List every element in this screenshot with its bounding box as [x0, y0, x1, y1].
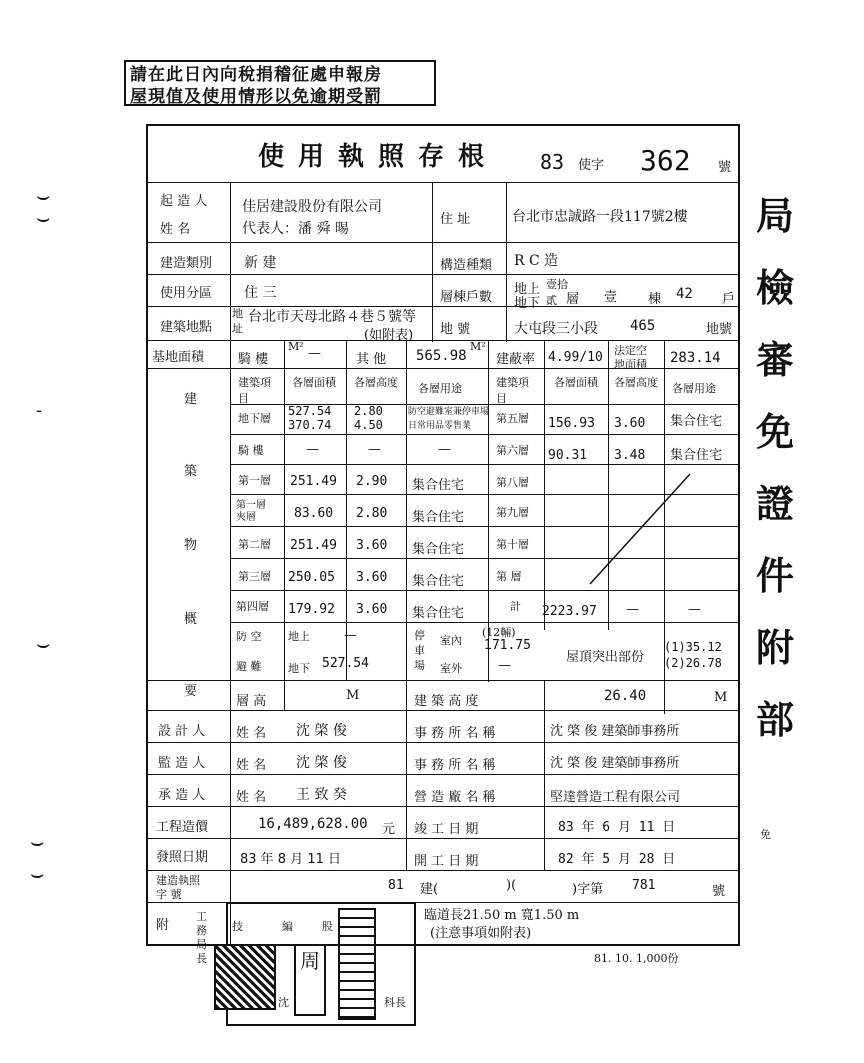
permit-hao: 號 — [718, 160, 732, 175]
left-row-4-area: 83.60 — [294, 506, 334, 521]
tax-notice-line1: 請在此日內向稅捐稽征處申報房 — [130, 65, 382, 85]
address-label: 住 址 — [440, 212, 471, 227]
left-row-1-area: 527.54 — [288, 404, 332, 418]
build-type-label: 建造類別 — [160, 256, 213, 271]
left-row-1-item: 地下層 — [238, 412, 271, 425]
header-area-left: 各層面積 — [292, 376, 336, 389]
roof-label: 屋頂突出部份 — [566, 650, 645, 665]
permit-no-mid: )( — [506, 878, 517, 893]
site-label: 建築地點 — [160, 320, 213, 335]
owner-name: 佳居建設股份有限公司 — [242, 199, 382, 215]
qita-label: 其 他 — [356, 352, 387, 367]
left-row-1-use2: 日常用品零售業 — [408, 421, 472, 431]
clerk-seal-text: 周 — [300, 949, 320, 973]
left-row-1-use: 防空避難室兼停車場 — [408, 407, 490, 417]
left-row-2-use: — — [438, 442, 451, 457]
designer-office: 沈 棨 俊 建築師事務所 — [550, 724, 680, 739]
qilou-value: — — [308, 346, 321, 361]
right-row-1-item: 第五層 — [496, 412, 529, 425]
attach-note-2: (注意事項如附表) — [430, 926, 532, 941]
left-row-5-item: 第二層 — [238, 538, 271, 551]
supervisor-label: 監 造 人 — [158, 756, 206, 771]
build-type-value: 新 建 — [244, 255, 277, 271]
supervisor-name-label: 姓 名 — [236, 758, 267, 773]
left-row-5-use: 集合住宅 — [412, 542, 465, 557]
cost-label: 工程造價 — [156, 820, 209, 835]
section-char-2: 築 — [184, 464, 198, 479]
permit-no-zi: )字第 — [572, 882, 604, 897]
tax-notice-line2: 屋現值及使用情形以免逾期受罰 — [130, 87, 382, 107]
left-row-3-area: 251.49 — [290, 474, 337, 489]
permit-no-hao: 號 — [712, 884, 726, 899]
site-di-label: 地址 — [232, 307, 243, 335]
section-char-5: 要 — [184, 684, 198, 699]
complete-date-label: 竣 工 日 期 — [414, 822, 479, 837]
void-slash — [580, 464, 700, 594]
left-row-1-height2: 4.50 — [354, 418, 383, 432]
floor-height-unit: M — [346, 688, 360, 703]
left-row-1-height: 2.80 — [354, 404, 383, 418]
right-row-1-use: 集合住宅 — [670, 414, 723, 429]
site-attached: (如附表) — [364, 328, 414, 343]
left-row-2-item: 騎 樓 — [238, 444, 264, 457]
shelter-below-label: 地下 — [288, 662, 310, 675]
shelter-label-2: 避 難 — [236, 660, 262, 673]
attach-label: 附 — [156, 918, 170, 933]
qilou-unit: M² — [288, 340, 304, 353]
supervisor-office-label: 事 務 所 名 稱 — [414, 758, 496, 773]
building-height-unit: M — [714, 690, 728, 705]
chief-label: 工務局長 — [196, 910, 207, 965]
floors-above-label: 地上 — [514, 282, 541, 297]
start-date-label: 開 工 日 期 — [414, 854, 479, 869]
designer-label: 設 計 人 — [158, 724, 206, 739]
parking-outdoor-value: — — [498, 658, 511, 673]
cost-value: 16,489,628.00 — [258, 816, 368, 832]
floors-below-label: 地下 — [514, 296, 541, 311]
section-char-1: 建 — [184, 392, 198, 407]
left-row-1-area2: 370.74 — [288, 418, 332, 432]
right-row-7-item: 計 — [510, 600, 521, 613]
right-row-2-item: 第六層 — [496, 444, 529, 457]
left-row-5-area: 251.49 — [290, 538, 337, 553]
shelter-above-value: — — [344, 628, 357, 643]
permit-zi: 使字 — [578, 158, 605, 173]
clerk-seal-stamp — [294, 944, 326, 1016]
site-area-label: 基地面積 — [152, 350, 205, 365]
left-row-3-height: 2.90 — [356, 474, 388, 489]
dong-count: 壹 — [604, 290, 618, 305]
right-row-1-height: 3.60 — [614, 416, 646, 431]
qilou-label: 騎 樓 — [238, 352, 269, 367]
contractor-office: 堅達營造工程有限公司 — [550, 790, 681, 805]
right-row-7-area: 2223.97 — [542, 604, 597, 619]
section-char-3: 物 — [184, 538, 198, 553]
designer-office-label: 事 務 所 名 稱 — [414, 726, 496, 741]
clerk-label: 技 — [232, 920, 243, 933]
complete-date: 83 年 6 月 11 日 — [558, 820, 676, 835]
hu-unit: 戶 — [722, 292, 736, 307]
designer-name-label: 姓 名 — [236, 726, 267, 741]
right-row-5-item: 第十層 — [496, 538, 529, 551]
parking-indoor-count: (12輛) — [482, 626, 516, 639]
left-row-7-use: 集合住宅 — [412, 606, 465, 621]
header-use-left: 各層用途 — [418, 382, 462, 395]
right-row-6-item: 第 層 — [496, 570, 522, 583]
permit-no-value: 781 — [632, 878, 656, 893]
tax-notice-box — [124, 60, 436, 106]
header-use-right: 各層用途 — [672, 382, 716, 395]
supervisor-office: 沈 棨 俊 建築師事務所 — [550, 756, 680, 771]
permit-no-jian: 建( — [420, 882, 439, 897]
zone-label: 使用分區 — [160, 286, 213, 301]
lot-section: 大屯段三小段 — [514, 321, 598, 337]
right-row-3-item: 第八層 — [496, 476, 529, 489]
left-row-3-item: 第一層 — [238, 474, 271, 487]
floors-sub: 貳 — [546, 294, 557, 307]
shelter-above-label: 地上 — [288, 630, 310, 643]
margin-edge-char: 免 — [760, 828, 771, 841]
left-row-6-area: 250.05 — [288, 570, 335, 585]
floors-count: 壹拾 — [546, 278, 568, 291]
right-row-2-area: 90.31 — [548, 448, 588, 463]
form-title: 使用執照存根 — [258, 142, 499, 172]
qita-unit: M² — [470, 340, 486, 353]
dong-unit: 棟 — [648, 292, 662, 307]
contractor-name-label: 姓 名 — [236, 790, 267, 805]
left-row-7-item: 第四層 — [236, 600, 269, 613]
left-row-4-use: 集合住宅 — [412, 510, 465, 525]
header-item-right: 建築項目 — [496, 376, 529, 405]
header-height-right: 各層高度 — [614, 376, 658, 389]
zone-value: 住 三 — [244, 285, 277, 301]
shelter-below-value: 527.54 — [322, 656, 369, 671]
seal2-label: 沈 — [278, 996, 289, 1009]
structure-value: R C 造 — [514, 253, 559, 269]
header-area-right: 各層面積 — [554, 376, 598, 389]
parking-indoor-label: 室內 — [440, 634, 462, 647]
ceng-unit: 層 — [566, 292, 580, 307]
lot-unit: 地號 — [706, 322, 733, 337]
issue-date-label: 發照日期 — [156, 850, 209, 865]
right-row-2-height: 3.48 — [614, 448, 646, 463]
parking-indoor-value: 171.75 — [484, 638, 531, 653]
parking-label: 停車場 — [414, 629, 425, 672]
right-row-2-use: 集合住宅 — [670, 448, 723, 463]
left-row-2-area: — — [306, 442, 319, 457]
director-label: 科長 — [384, 996, 406, 1009]
designer-name: 沈 棨 俊 — [296, 723, 347, 739]
editor-label: 編 — [282, 920, 293, 933]
chief-seal-stamp — [214, 944, 276, 1010]
open-label-1: 法定空 — [614, 344, 647, 357]
open-label-2: 地面積 — [614, 358, 647, 371]
coverage-label: 建蔽率 — [496, 352, 536, 367]
owner-name-label: 姓 名 — [160, 222, 191, 237]
qita-value: 565.98 — [416, 348, 467, 364]
header-height-left: 各層高度 — [354, 376, 398, 389]
permit-no-label-1: 建造執照 — [156, 874, 200, 887]
right-row-4-item: 第九層 — [496, 506, 529, 519]
left-row-5-height: 3.60 — [356, 538, 388, 553]
checker-label: 股 — [322, 920, 333, 933]
right-row-7-use: — — [688, 602, 701, 617]
contractor-label: 承 造 人 — [158, 788, 206, 803]
director-seal-stamp — [338, 908, 376, 1020]
left-row-6-height: 3.60 — [356, 570, 388, 585]
permit-year: 83 — [540, 150, 565, 174]
right-row-7-height: — — [626, 602, 639, 617]
left-row-7-area: 179.92 — [288, 602, 335, 617]
header-item-left: 建築項目 — [238, 376, 271, 405]
floor-height-label: 層 高 — [236, 694, 267, 709]
building-height-label: 建 築 高 度 — [414, 694, 479, 709]
lot-no: 465 — [630, 318, 656, 334]
cost-unit: 元 — [382, 822, 396, 837]
parking-outdoor-label: 室外 — [440, 662, 462, 675]
structure-label: 構造種類 — [440, 258, 493, 273]
margin-vertical-stamp: 局檢審免證件附部 — [756, 193, 795, 742]
left-row-7-height: 3.60 — [356, 602, 388, 617]
left-row-6-use: 集合住宅 — [412, 574, 465, 589]
left-row-4-height: 2.80 — [356, 506, 388, 521]
open-value: 283.14 — [670, 350, 721, 366]
site-address: 台北市天母北路４巷５號等 — [248, 309, 416, 325]
issue-date: 83 年 8 月 11 日 — [240, 852, 342, 867]
contractor-office-label: 營 造 廠 名 稱 — [414, 790, 496, 805]
building-height-value: 26.40 — [604, 688, 647, 704]
left-row-4-item: 第一層夾層 — [236, 500, 266, 523]
hu-count: 42 — [676, 286, 693, 302]
attach-note-1: 臨道長21.50 m 寬1.50 m — [424, 908, 580, 923]
left-row-6-item: 第三層 — [238, 570, 271, 583]
roof-value-2: (2)26.78 — [664, 656, 722, 670]
coverage-value: 4.99/10 — [548, 350, 603, 365]
owner-label: 起 造 人 — [160, 194, 208, 209]
address-value: 台北市忠誠路一段117號2樓 — [512, 209, 688, 225]
section-char-4: 概 — [184, 612, 198, 627]
shelter-label-1: 防 空 — [236, 630, 262, 643]
roof-value-1: (1)35.12 — [664, 640, 722, 654]
print-run-note: 81. 10. 1,000份 — [594, 952, 679, 965]
supervisor-name: 沈 棨 俊 — [296, 755, 347, 771]
contractor-name: 王 致 癸 — [296, 787, 347, 803]
permit-no-label-2: 字 號 — [156, 888, 182, 901]
owner-rep: 代表人：潘 舜 晹 — [242, 221, 349, 237]
permit-number: 362 — [640, 144, 691, 177]
left-row-3-use: 集合住宅 — [412, 478, 465, 493]
lot-label: 地 號 — [440, 322, 471, 337]
right-row-1-area: 156.93 — [548, 416, 595, 431]
left-row-2-height: — — [368, 442, 381, 457]
permit-no-year: 81 — [388, 878, 404, 893]
start-date: 82 年 5 月 28 日 — [558, 852, 676, 867]
floors-label: 層棟戶數 — [440, 290, 493, 305]
